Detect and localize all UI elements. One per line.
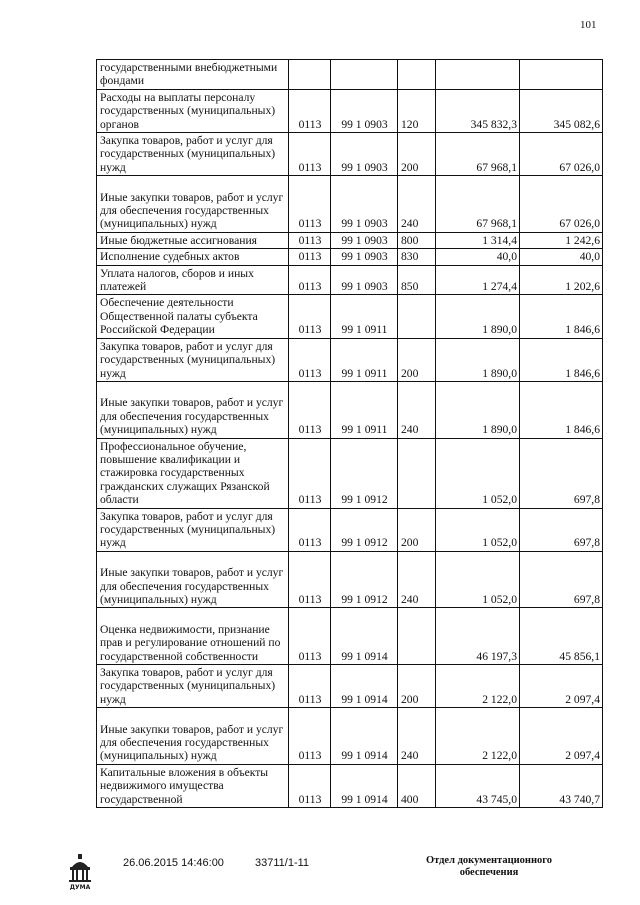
cell-article: 99 1 0914 [331, 664, 398, 707]
cell-name: Иные закупки товаров, работ и услуг для обеспечения государственных (муниципальных) нужд [97, 176, 289, 233]
cell-name: Иные закупки товаров, работ и услуг для обеспечения государственных (муниципальных) нужд [97, 708, 289, 765]
cell-name: государственными внебюджетными фондами [97, 60, 289, 90]
budget-table [96, 59, 603, 808]
cell-name: Оценка недвижимости, признание прав и регулирование отношений по государственной собственности [97, 608, 289, 665]
cell-v1 [436, 60, 520, 90]
cell-v1: 43 745,0 [436, 764, 520, 807]
cell-section: 0113 [289, 438, 331, 508]
cell-v2: 1 242,6 [520, 232, 603, 248]
cell-v2: 697,8 [520, 508, 603, 551]
cell-type: 200 [398, 133, 436, 176]
cell-v2: 345 082,6 [520, 89, 603, 132]
cell-article: 99 1 0911 [331, 381, 398, 438]
cell-v2: 40,0 [520, 249, 603, 265]
cell-type: 240 [398, 551, 436, 608]
cell-section: 0113 [289, 295, 331, 338]
page-number: 101 [580, 19, 597, 31]
table-row [97, 608, 603, 665]
table-row [97, 232, 603, 248]
cell-v2: 2 097,4 [520, 664, 603, 707]
cell-section [289, 60, 331, 90]
page-footer [0, 853, 640, 905]
cell-name: Иные бюджетные ассигнования [97, 232, 289, 248]
svg-text:ДУМА: ДУМА [69, 884, 91, 891]
cell-name: Расходы на выплаты персоналу государственных (муниципальных) органов [97, 89, 289, 132]
cell-type: 200 [398, 338, 436, 381]
cell-v1: 1 890,0 [436, 338, 520, 381]
cell-name: Закупка товаров, работ и услуг для государственных (муниципальных) нужд [97, 133, 289, 176]
cell-name: Иные закупки товаров, работ и услуг для обеспечения государственных (муниципальных) нужд [97, 381, 289, 438]
table-row [97, 89, 603, 132]
cell-v1: 40,0 [436, 249, 520, 265]
cell-section: 0113 [289, 381, 331, 438]
table-row [97, 764, 603, 807]
cell-type [398, 295, 436, 338]
duma-seal-icon [66, 853, 94, 891]
cell-article: 99 1 0914 [331, 708, 398, 765]
cell-type: 830 [398, 249, 436, 265]
cell-type [398, 60, 436, 90]
cell-type: 240 [398, 381, 436, 438]
table-row [97, 265, 603, 295]
cell-name: Капитальные вложения в объекты недвижимого имущества государственной [97, 764, 289, 807]
cell-v2: 67 026,0 [520, 133, 603, 176]
table-row [97, 176, 603, 233]
cell-v1: 1 890,0 [436, 295, 520, 338]
table-row [97, 133, 603, 176]
cell-article: 99 1 0914 [331, 608, 398, 665]
cell-article: 99 1 0903 [331, 265, 398, 295]
cell-article: 99 1 0903 [331, 133, 398, 176]
cell-article [331, 60, 398, 90]
cell-section: 0113 [289, 708, 331, 765]
cell-name: Закупка товаров, работ и услуг для государственных (муниципальных) нужд [97, 664, 289, 707]
table-row [97, 295, 603, 338]
cell-section: 0113 [289, 508, 331, 551]
cell-v1: 2 122,0 [436, 664, 520, 707]
cell-type: 240 [398, 176, 436, 233]
cell-v1: 67 968,1 [436, 176, 520, 233]
cell-name: Закупка товаров, работ и услуг для государственных (муниципальных) нужд [97, 338, 289, 381]
cell-v1: 1 890,0 [436, 381, 520, 438]
cell-v2: 2 097,4 [520, 708, 603, 765]
cell-section: 0113 [289, 232, 331, 248]
cell-section: 0113 [289, 664, 331, 707]
cell-v2: 1 846,6 [520, 295, 603, 338]
cell-section: 0113 [289, 176, 331, 233]
cell-article: 99 1 0903 [331, 249, 398, 265]
cell-article: 99 1 0912 [331, 551, 398, 608]
cell-article: 99 1 0911 [331, 295, 398, 338]
cell-section: 0113 [289, 249, 331, 265]
cell-v2: 1 202,6 [520, 265, 603, 295]
cell-v1: 1 052,0 [436, 438, 520, 508]
cell-article: 99 1 0912 [331, 438, 398, 508]
table-row [97, 551, 603, 608]
cell-v2: 1 846,6 [520, 338, 603, 381]
footer-department: Отдел документационного обеспечения [425, 855, 553, 878]
cell-section: 0113 [289, 551, 331, 608]
cell-section: 0113 [289, 133, 331, 176]
cell-name: Обеспечение деятельности Общественной палаты субъекта Российской Федерации [97, 295, 289, 338]
table-row [97, 249, 603, 265]
table-row [97, 381, 603, 438]
cell-name: Иные закупки товаров, работ и услуг для обеспечения государственных (муниципальных) нужд [97, 551, 289, 608]
cell-article: 99 1 0911 [331, 338, 398, 381]
cell-section: 0113 [289, 89, 331, 132]
cell-section: 0113 [289, 608, 331, 665]
cell-article: 99 1 0903 [331, 176, 398, 233]
cell-v1: 345 832,3 [436, 89, 520, 132]
cell-type [398, 438, 436, 508]
cell-article: 99 1 0903 [331, 89, 398, 132]
table-row [97, 438, 603, 508]
cell-type: 800 [398, 232, 436, 248]
table-row [97, 664, 603, 707]
table-row [97, 60, 603, 90]
cell-v2: 1 846,6 [520, 381, 603, 438]
cell-name: Уплата налогов, сборов и иных платежей [97, 265, 289, 295]
cell-type: 850 [398, 265, 436, 295]
footer-datetime: 26.06.2015 14:46:00 [123, 857, 224, 869]
cell-type: 240 [398, 708, 436, 765]
table-row [97, 338, 603, 381]
cell-v2 [520, 60, 603, 90]
cell-section: 0113 [289, 764, 331, 807]
cell-name: Закупка товаров, работ и услуг для государственных (муниципальных) нужд [97, 508, 289, 551]
footer-doc-code: 33711/1-11 [255, 857, 310, 869]
cell-type: 200 [398, 664, 436, 707]
cell-type: 120 [398, 89, 436, 132]
cell-v1: 1 052,0 [436, 508, 520, 551]
cell-type: 200 [398, 508, 436, 551]
cell-v2: 45 856,1 [520, 608, 603, 665]
cell-name: Исполнение судебных актов [97, 249, 289, 265]
cell-type [398, 608, 436, 665]
cell-v2: 43 740,7 [520, 764, 603, 807]
cell-section: 0113 [289, 265, 331, 295]
cell-v1: 1 274,4 [436, 265, 520, 295]
cell-v1: 1 052,0 [436, 551, 520, 608]
cell-section: 0113 [289, 338, 331, 381]
cell-v2: 697,8 [520, 551, 603, 608]
cell-v1: 1 314,4 [436, 232, 520, 248]
cell-type: 400 [398, 764, 436, 807]
cell-v1: 46 197,3 [436, 608, 520, 665]
table-row [97, 508, 603, 551]
cell-name: Профессиональное обучение, повышение квалификации и стажировка государственных гражданских служащих Рязанской области [97, 438, 289, 508]
cell-v1: 67 968,1 [436, 133, 520, 176]
cell-v1: 2 122,0 [436, 708, 520, 765]
cell-v2: 697,8 [520, 438, 603, 508]
cell-article: 99 1 0903 [331, 232, 398, 248]
cell-v2: 67 026,0 [520, 176, 603, 233]
cell-article: 99 1 0912 [331, 508, 398, 551]
table-row [97, 708, 603, 765]
cell-article: 99 1 0914 [331, 764, 398, 807]
